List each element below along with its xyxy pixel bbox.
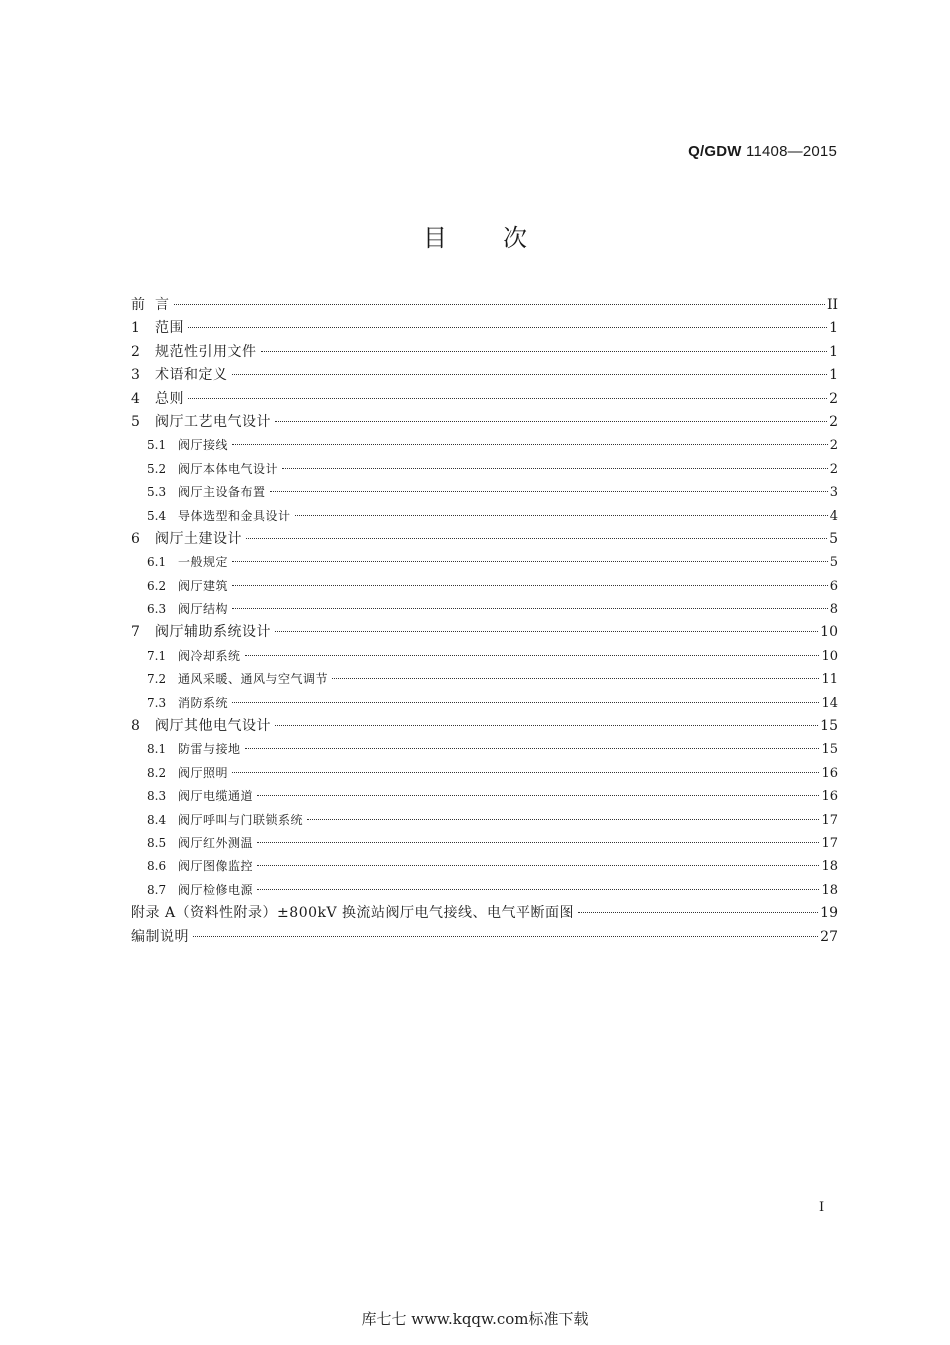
toc-entry-label: 阀厅呼叫与门联锁系统 [178, 812, 304, 827]
toc-entry[interactable] [131, 364, 838, 387]
toc-entry-page: 1 [829, 343, 838, 360]
toc-leader-dots [245, 655, 820, 656]
toc-entry-page: 2 [829, 461, 838, 477]
toc-leader-dots [275, 725, 818, 726]
toc-entry-label: 编制说明 [131, 928, 189, 945]
toc-entry-label: 阀厅检修电源 [178, 882, 254, 897]
toc-entry-number: 8.6 [147, 859, 167, 874]
toc-entry-page: 10 [820, 624, 838, 641]
toc-entry[interactable] [131, 481, 838, 504]
toc-entry-number: 5 [131, 413, 140, 430]
toc-entry-page: 4 [829, 508, 838, 524]
toc-entry-number: 6.3 [147, 602, 167, 617]
toc-entry[interactable] [131, 926, 838, 949]
toc-entry-label: 阀厅电缆通道 [178, 789, 254, 804]
toc-entry-label: 阀冷却系统 [178, 648, 241, 663]
toc-leader-dots [188, 327, 827, 328]
toc-entry-page: 1 [829, 367, 838, 384]
toc-leader-dots [232, 374, 828, 375]
document-code-number: 11408—2015 [746, 143, 837, 160]
toc-entry-number: 5.1 [147, 438, 167, 453]
toc-leader-dots [232, 772, 819, 773]
toc-entry-label: 阀厅接线 [178, 438, 229, 453]
toc-leader-dots [257, 865, 819, 866]
toc-entry-page: 2 [829, 413, 838, 430]
toc-entry-label: 阀厅结构 [178, 602, 229, 617]
toc-entry[interactable] [131, 458, 838, 481]
toc-entry-label: 消防系统 [178, 695, 229, 710]
toc-entry[interactable] [131, 645, 838, 668]
toc-entry-number: 8.3 [147, 789, 167, 804]
watermark-text: 库七七 www.kqqw.com标准下载 [361, 1310, 589, 1328]
toc-leader-dots [295, 515, 828, 516]
toc-entry[interactable] [131, 902, 838, 925]
toc-entry-number: 7.3 [147, 695, 167, 710]
toc-entry-number: 8 [131, 718, 140, 735]
toc-entry-label: 术语和定义 [155, 367, 228, 384]
toc-entry[interactable] [131, 621, 838, 644]
toc-entry[interactable] [131, 551, 838, 574]
toc-entry[interactable] [131, 692, 838, 715]
toc-entry-number: 8.4 [147, 812, 167, 827]
toc-entry[interactable] [131, 785, 838, 808]
toc-entry-page: 15 [820, 718, 838, 735]
toc-leader-dots [232, 608, 828, 609]
toc-entry-label: 总则 [155, 390, 184, 407]
toc-leader-dots [232, 444, 828, 445]
toc-leader-dots [232, 702, 819, 703]
toc-entry-number: 8.5 [147, 835, 167, 850]
page-title-char-1: 目 [423, 224, 447, 252]
toc-leader-dots [232, 561, 828, 562]
document-code [688, 143, 837, 160]
toc-entry[interactable] [131, 738, 838, 761]
toc-entry-page: 2 [829, 438, 838, 454]
toc-entry-number: 7 [131, 624, 140, 641]
toc-entry-label: 范围 [155, 320, 184, 337]
page-number: I [819, 1200, 825, 1215]
toc-entry-number: 1 [131, 320, 140, 337]
toc-entry[interactable] [131, 317, 838, 340]
toc-entry-page: 5 [829, 530, 838, 547]
page-title-char-2: 次 [503, 224, 527, 252]
toc-leader-dots [261, 351, 828, 352]
toc-entry-label: 附录 A（资料性附录）±800kV 换流站阀厅电气接线、电气平断面图 [131, 905, 575, 922]
toc-leader-dots [270, 491, 828, 492]
toc-entry-number: 4 [131, 390, 140, 407]
toc-entry[interactable] [131, 575, 838, 598]
toc-entry-label: 阀厅工艺电气设计 [155, 413, 271, 430]
toc-entry-page: 2 [829, 390, 838, 407]
toc-entry-label: 通风采暖、通风与空气调节 [178, 672, 329, 687]
toc-entry-number: 5.3 [147, 485, 167, 500]
toc-entry-label: 防雷与接地 [178, 742, 241, 757]
toc-entry-page: II [826, 297, 838, 313]
toc-entry-number: 3 [131, 367, 140, 384]
toc-entry[interactable] [131, 762, 838, 785]
toc-entry-number: 8.2 [147, 765, 167, 780]
toc-entry[interactable] [131, 294, 838, 317]
toc-entry[interactable] [131, 715, 838, 738]
toc-entry-page: 18 [821, 882, 838, 898]
toc-entry[interactable] [131, 411, 838, 434]
toc-entry-page: 1 [829, 320, 838, 337]
toc-leader-dots [232, 585, 828, 586]
toc-leader-dots [245, 748, 820, 749]
toc-entry-page: 10 [821, 648, 838, 664]
toc-entry-page: 18 [821, 859, 838, 875]
toc-entry[interactable] [131, 668, 838, 691]
toc-entry-label: 言 [155, 297, 170, 313]
toc-leader-dots [188, 398, 827, 399]
toc-leader-dots [257, 795, 819, 796]
toc-entry-page: 14 [821, 695, 838, 711]
table-of-contents [131, 294, 838, 949]
toc-entry-page: 6 [829, 578, 838, 594]
toc-entry-page: 17 [821, 835, 838, 851]
toc-leader-dots [275, 631, 818, 632]
toc-entry-number: 前 [131, 297, 145, 313]
toc-entry[interactable] [131, 434, 838, 457]
toc-entry-number: 6 [131, 530, 140, 547]
toc-leader-dots [275, 421, 827, 422]
toc-entry-page: 27 [820, 928, 838, 945]
toc-entry-number: 8.1 [147, 742, 167, 757]
toc-leader-dots [307, 819, 819, 820]
toc-entry-label: 阀厅其他电气设计 [155, 718, 271, 735]
toc-entry[interactable] [131, 505, 838, 528]
toc-entry-page: 19 [820, 905, 838, 922]
toc-leader-dots [174, 304, 825, 305]
toc-entry[interactable] [131, 879, 838, 902]
toc-entry-page: 8 [829, 602, 838, 618]
toc-entry[interactable] [131, 855, 838, 878]
toc-entry-page: 16 [821, 789, 838, 805]
toc-entry-label: 阀厅主设备布置 [178, 485, 266, 500]
toc-entry-label: 阀厅本体电气设计 [178, 461, 279, 476]
toc-entry[interactable] [131, 528, 838, 551]
toc-entry-label: 规范性引用文件 [155, 343, 257, 360]
document-code-prefix: Q/GDW [688, 143, 742, 160]
toc-leader-dots [332, 678, 819, 679]
toc-entry-number: 7.2 [147, 672, 167, 687]
toc-entry-page: 5 [829, 555, 838, 571]
toc-entry-label: 阀厅图像监控 [178, 859, 254, 874]
toc-entry-label: 导体选型和金具设计 [178, 508, 291, 523]
toc-entry-page: 3 [829, 485, 838, 501]
toc-entry-number: 6.1 [147, 555, 167, 570]
toc-leader-dots [193, 936, 818, 937]
toc-entry[interactable] [131, 388, 838, 411]
toc-entry-number: 2 [131, 343, 140, 360]
toc-entry-label: 阀厅辅助系统设计 [155, 624, 271, 641]
toc-entry-number: 7.1 [147, 648, 167, 663]
toc-entry-label: 阀厅土建设计 [155, 530, 242, 547]
toc-entry-page: 16 [821, 765, 838, 781]
toc-entry-page: 11 [821, 672, 838, 688]
toc-leader-dots [257, 889, 819, 890]
toc-entry-page: 15 [821, 742, 838, 758]
toc-entry[interactable] [131, 809, 838, 832]
toc-leader-dots [578, 912, 818, 913]
toc-entry-label: 一般规定 [178, 555, 229, 570]
toc-leader-dots [257, 842, 819, 843]
toc-entry[interactable] [131, 341, 838, 364]
toc-entry-number: 5.2 [147, 461, 167, 476]
toc-entry-label: 阀厅照明 [178, 765, 229, 780]
toc-entry-label: 阀厅红外测温 [178, 835, 254, 850]
toc-entry[interactable] [131, 598, 838, 621]
toc-leader-dots [246, 538, 827, 539]
toc-entry[interactable] [131, 832, 838, 855]
toc-entry-label: 阀厅建筑 [178, 578, 229, 593]
page-title [0, 218, 950, 253]
toc-entry-page: 17 [821, 812, 838, 828]
toc-entry-number: 6.2 [147, 578, 167, 593]
toc-entry-number: 8.7 [147, 882, 167, 897]
toc-leader-dots [282, 468, 828, 469]
toc-entry-number: 5.4 [147, 508, 167, 523]
